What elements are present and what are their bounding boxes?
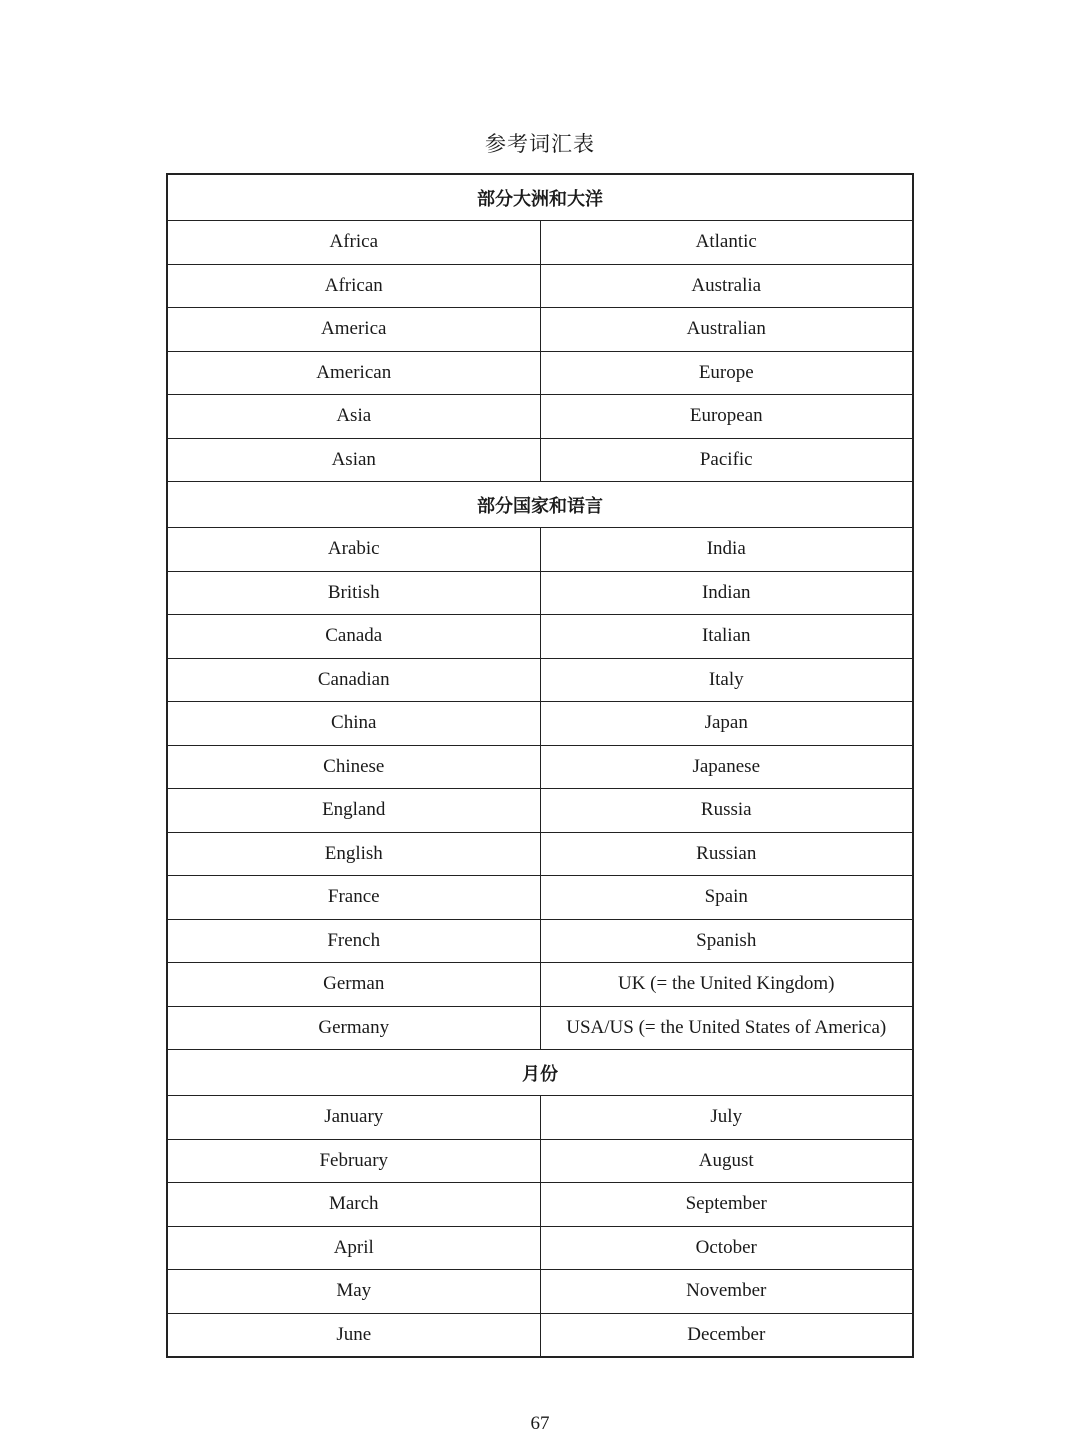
table-row <box>167 528 913 572</box>
word-cell-right: Pacific <box>540 438 913 482</box>
page-title: 参考词汇表 <box>485 132 595 156</box>
word-cell-right: USA/US (= the United States of America) <box>540 1006 913 1050</box>
word-cell-left: Germany <box>167 1006 540 1050</box>
word-cell-right: Australia <box>540 264 913 308</box>
table-row <box>167 1183 913 1227</box>
word-cell-right: Russia <box>540 789 913 833</box>
section-heading: 部分国家和语言 <box>167 482 913 528</box>
table-row <box>167 221 913 265</box>
word-cell-left: April <box>167 1226 540 1270</box>
table-row <box>167 395 913 439</box>
word-cell-left: Arabic <box>167 528 540 572</box>
table-row <box>167 1226 913 1270</box>
word-cell-right: October <box>540 1226 913 1270</box>
word-cell-left: May <box>167 1270 540 1314</box>
word-cell-left: Africa <box>167 221 540 265</box>
word-cell-left: African <box>167 264 540 308</box>
table-row <box>167 264 913 308</box>
table-row <box>167 789 913 833</box>
table-row <box>167 351 913 395</box>
word-cell-right: European <box>540 395 913 439</box>
section-heading-row <box>167 1050 913 1096</box>
word-cell-right: Australian <box>540 308 913 352</box>
word-cell-right: July <box>540 1096 913 1140</box>
word-cell-right: Russian <box>540 832 913 876</box>
word-cell-left: French <box>167 919 540 963</box>
word-cell-left: England <box>167 789 540 833</box>
word-cell-right: Atlantic <box>540 221 913 265</box>
section-heading: 月份 <box>167 1050 913 1096</box>
vocabulary-table-body <box>167 174 913 1357</box>
word-cell-right: UK (= the United Kingdom) <box>540 963 913 1007</box>
word-cell-left: Chinese <box>167 745 540 789</box>
table-row <box>167 702 913 746</box>
table-row <box>167 571 913 615</box>
word-cell-left: American <box>167 351 540 395</box>
section-heading: 部分大洲和大洋 <box>167 174 913 221</box>
table-row <box>167 308 913 352</box>
word-cell-left: March <box>167 1183 540 1227</box>
table-row <box>167 1006 913 1050</box>
word-cell-left: English <box>167 832 540 876</box>
word-cell-left: America <box>167 308 540 352</box>
table-row <box>167 658 913 702</box>
table-row <box>167 963 913 1007</box>
table-row <box>167 438 913 482</box>
table-row <box>167 745 913 789</box>
word-cell-left: February <box>167 1139 540 1183</box>
table-row <box>167 1313 913 1357</box>
word-cell-right: Indian <box>540 571 913 615</box>
word-cell-right: Italy <box>540 658 913 702</box>
table-row <box>167 832 913 876</box>
word-cell-right: December <box>540 1313 913 1357</box>
word-cell-right: September <box>540 1183 913 1227</box>
word-cell-left: Asian <box>167 438 540 482</box>
word-cell-right: Italian <box>540 615 913 659</box>
word-cell-right: Europe <box>540 351 913 395</box>
word-cell-right: November <box>540 1270 913 1314</box>
word-cell-left: Canada <box>167 615 540 659</box>
table-row <box>167 876 913 920</box>
page-number: 67 <box>530 1413 550 1434</box>
word-cell-left: British <box>167 571 540 615</box>
section-heading-row <box>167 174 913 221</box>
word-cell-left: Asia <box>167 395 540 439</box>
word-cell-right: Japanese <box>540 745 913 789</box>
word-cell-left: January <box>167 1096 540 1140</box>
word-cell-left: June <box>167 1313 540 1357</box>
word-cell-right: Spanish <box>540 919 913 963</box>
table-row <box>167 919 913 963</box>
word-cell-right: India <box>540 528 913 572</box>
table-row <box>167 615 913 659</box>
section-heading-row <box>167 482 913 528</box>
word-cell-left: China <box>167 702 540 746</box>
word-cell-left: Canadian <box>167 658 540 702</box>
word-cell-left: German <box>167 963 540 1007</box>
word-cell-right: August <box>540 1139 913 1183</box>
word-cell-right: Japan <box>540 702 913 746</box>
table-row <box>167 1096 913 1140</box>
vocabulary-table <box>166 173 914 1358</box>
table-row <box>167 1270 913 1314</box>
word-cell-left: France <box>167 876 540 920</box>
word-cell-right: Spain <box>540 876 913 920</box>
table-row <box>167 1139 913 1183</box>
